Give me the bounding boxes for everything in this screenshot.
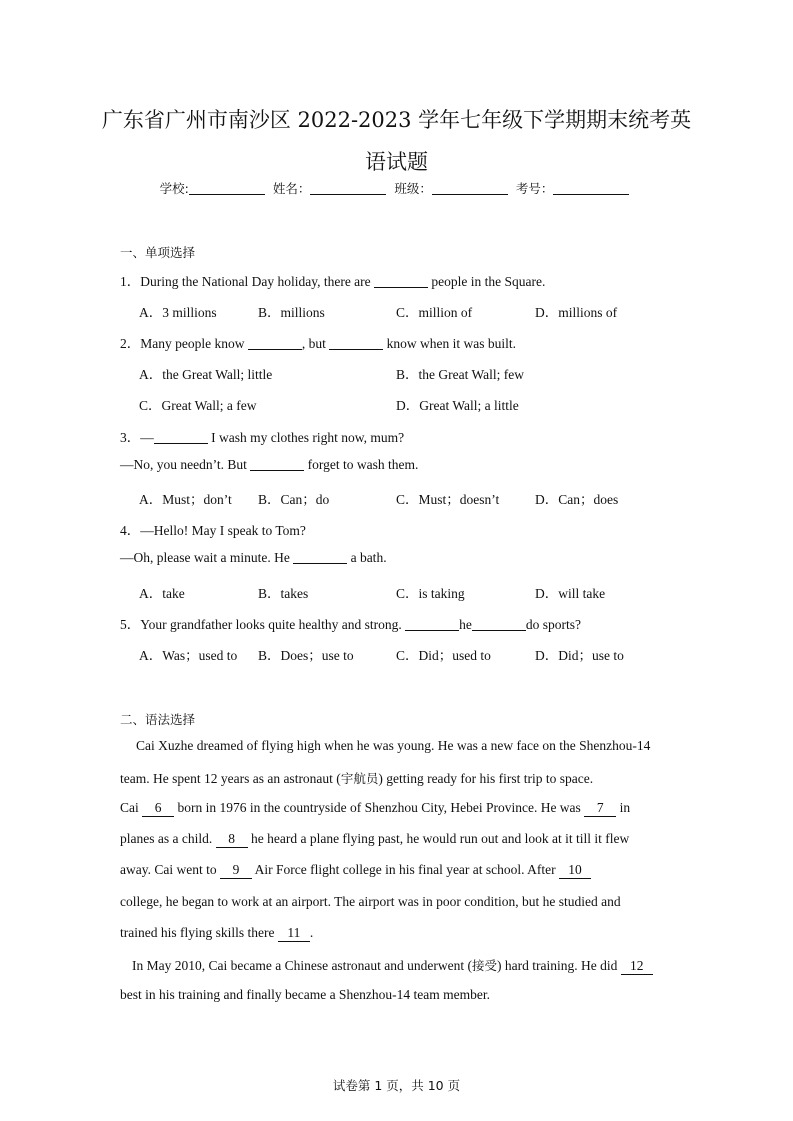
q1-option-d[interactable]: D．millions of bbox=[535, 305, 618, 320]
q2-option-b[interactable]: B．the Great Wall; few bbox=[396, 367, 524, 382]
passage-line-7-b: . bbox=[309, 925, 314, 940]
question-3-line1 bbox=[120, 426, 404, 446]
q5-stem-a: 5．Your grandfather looks quite healthy and strong. bbox=[120, 617, 406, 632]
q1-stem-a: 1．During the National Day holiday, there are bbox=[120, 274, 375, 289]
q3-option-b[interactable]: B．Can；do bbox=[258, 492, 330, 507]
q4-option-a[interactable]: A．take bbox=[139, 586, 185, 601]
q3-option-a[interactable]: A．Must；don’t bbox=[139, 492, 232, 507]
section1-heading: 一、单项选择 bbox=[120, 245, 196, 260]
name-label: 姓名： bbox=[272, 181, 311, 196]
school-label: 学校: bbox=[159, 181, 189, 196]
q4-line2-a: —Oh, please wait a minute. He bbox=[120, 550, 294, 565]
q2-blank-1[interactable] bbox=[248, 336, 302, 350]
passage-line-9: best in his training and finally became a Shenzhou-14 team member. bbox=[120, 987, 491, 1002]
question-5 bbox=[120, 613, 581, 633]
q4-line2-b: a bath. bbox=[347, 550, 387, 565]
blank-11[interactable]: 11 bbox=[278, 925, 310, 942]
q5-option-a[interactable]: A．Was；used to bbox=[139, 648, 238, 663]
passage-line-5-a: away. Cai went to bbox=[120, 862, 220, 877]
q1-option-b[interactable]: B．millions bbox=[258, 305, 325, 320]
passage-line-3-c: in bbox=[616, 800, 631, 815]
q3-option-c[interactable]: C．Must；doesn’t bbox=[396, 492, 500, 507]
passage-line-1: Cai Xuzhe dreamed of flying high when he was young. He was a new face on the Shenzhou-14 bbox=[136, 738, 651, 753]
q4-option-b[interactable]: B．takes bbox=[258, 586, 309, 601]
passage-line-6: college, he began to work at an airport. The airport was in poor condition, but he studied and bbox=[120, 894, 621, 909]
page-footer: 试卷第 1 页，共 10 页 bbox=[332, 1078, 461, 1093]
q3-line1-b: I wash my clothes right now, mum? bbox=[207, 430, 405, 445]
blank-9[interactable]: 9 bbox=[220, 862, 252, 879]
q2-option-c[interactable]: C．Great Wall; a few bbox=[139, 398, 257, 413]
q5-option-b[interactable]: B．Does；use to bbox=[258, 648, 354, 663]
passage-line-3-b: born in 1976 in the countryside of Shenzhou City, Hebei Province. He was bbox=[174, 800, 585, 815]
passage-gloss-underwent: 接受 bbox=[472, 958, 498, 973]
exam-no-label: 考号： bbox=[515, 181, 554, 196]
q1-option-a[interactable]: A．3 millions bbox=[139, 305, 217, 320]
passage-line-5 bbox=[120, 862, 591, 879]
passage-gloss-astronaut: 宇航员 bbox=[340, 771, 379, 786]
q2-option-a[interactable]: A．the Great Wall; little bbox=[139, 367, 273, 382]
passage-line-8-b: ) hard training. He did bbox=[497, 958, 621, 973]
passage-line-8-a: In May 2010, Cai became a Chinese astronaut and underwent ( bbox=[132, 958, 473, 973]
blank-8[interactable]: 8 bbox=[216, 831, 248, 848]
blank-7[interactable]: 7 bbox=[584, 800, 616, 817]
passage-line-2 bbox=[120, 769, 593, 787]
passage-line-7-a: trained his flying skills there bbox=[120, 925, 278, 940]
q3-line2-a: —No, you needn’t. But bbox=[120, 457, 251, 472]
q2-stem-a: 2．Many people know bbox=[120, 336, 248, 351]
passage-line-3 bbox=[120, 800, 630, 817]
passage-line-3-a: Cai bbox=[120, 800, 143, 815]
name-blank[interactable] bbox=[310, 181, 386, 195]
q1-blank[interactable] bbox=[374, 274, 428, 288]
q3-blank-2[interactable] bbox=[250, 457, 304, 471]
q5-stem-c: do sports? bbox=[525, 617, 581, 632]
question-4-line2 bbox=[120, 550, 387, 566]
q2-stem-c: know when it was built. bbox=[383, 336, 516, 351]
passage-line-4 bbox=[120, 831, 629, 848]
q5-blank-2[interactable] bbox=[472, 617, 526, 631]
q3-option-d[interactable]: D．Can；does bbox=[535, 492, 619, 507]
exam-title-line2: 语试题 bbox=[365, 150, 428, 174]
q1-stem-b: people in the Square. bbox=[428, 274, 546, 289]
class-label: 班级： bbox=[394, 181, 432, 196]
q4-blank[interactable] bbox=[293, 550, 347, 564]
class-blank[interactable] bbox=[432, 181, 508, 195]
passage-line-7 bbox=[120, 925, 313, 942]
blank-6[interactable]: 6 bbox=[142, 800, 174, 817]
question-2 bbox=[120, 332, 516, 352]
exam-no-blank[interactable] bbox=[553, 181, 629, 195]
q5-option-c[interactable]: C．Did；used to bbox=[396, 648, 491, 663]
q1-option-c[interactable]: C．million of bbox=[396, 305, 473, 320]
q2-blank-2[interactable] bbox=[329, 336, 383, 350]
passage-line-2-b: ) getting ready for his first trip to space. bbox=[378, 771, 594, 786]
q3-line2-b: forget to wash them. bbox=[304, 457, 419, 472]
q5-option-d[interactable]: D．Did；use to bbox=[535, 648, 624, 663]
passage-line-4-b: he heard a plane flying past, he would run out and look at it till it flew bbox=[247, 831, 630, 846]
q4-option-c[interactable]: C．is taking bbox=[396, 586, 465, 601]
passage-line-8 bbox=[132, 956, 653, 975]
blank-12[interactable]: 12 bbox=[621, 958, 653, 975]
q3-line1-a: 3．— bbox=[120, 430, 154, 445]
blank-10[interactable]: 10 bbox=[559, 862, 591, 879]
passage-line-5-b: Air Force flight college in his final year at school. After bbox=[251, 862, 560, 877]
passage-line-2-a: team. He spent 12 years as an astronaut ( bbox=[120, 771, 341, 786]
question-3-line2 bbox=[120, 457, 418, 473]
school-blank[interactable] bbox=[189, 181, 265, 195]
question-4-line1: 4．—Hello! May I speak to Tom? bbox=[120, 523, 306, 538]
q3-blank-1[interactable] bbox=[154, 430, 208, 444]
student-info-row bbox=[0, 179, 793, 197]
q5-stem-b: he bbox=[459, 617, 472, 632]
q4-option-d[interactable]: D．will take bbox=[535, 586, 606, 601]
passage-line-4-a: planes as a child. bbox=[120, 831, 216, 846]
question-1 bbox=[120, 270, 545, 290]
q5-blank-1[interactable] bbox=[405, 617, 459, 631]
exam-title-line1: 广东省广州市南沙区 2022-2023 学年七年级下学期期末统考英 bbox=[101, 108, 692, 132]
section2-heading: 二、语法选择 bbox=[120, 712, 196, 727]
q2-option-d[interactable]: D．Great Wall; a little bbox=[396, 398, 519, 413]
q2-stem-b: , but bbox=[301, 336, 330, 351]
